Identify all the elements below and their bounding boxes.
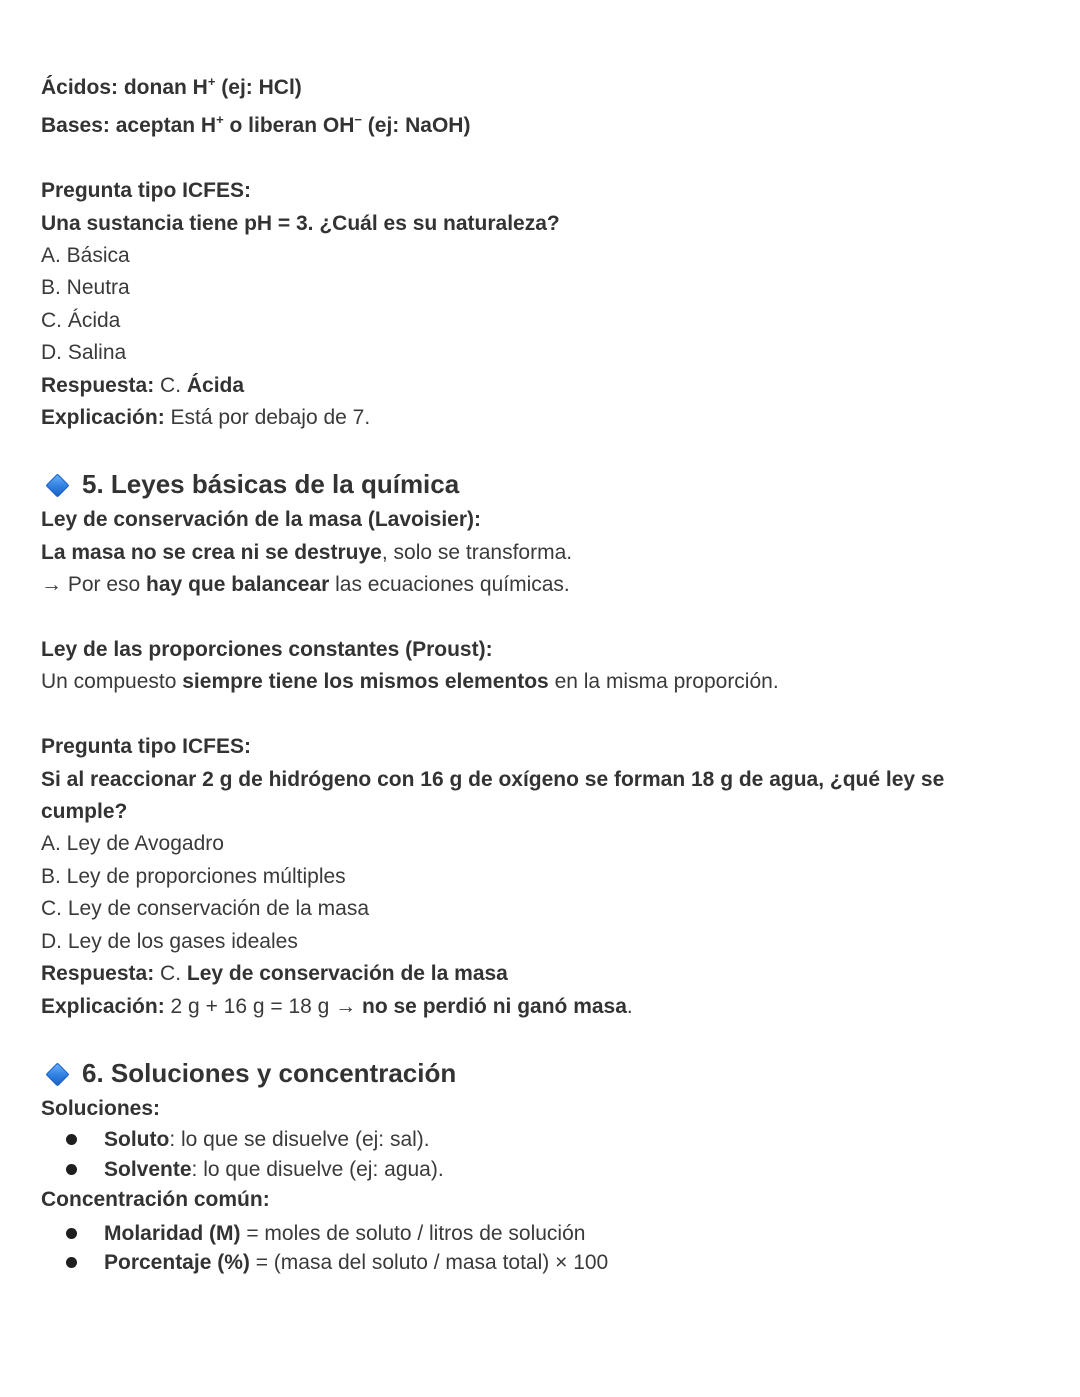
question-2-option-c: C. Ley de conservación de la masa [41, 897, 370, 921]
question-1-option-b: B. Neutra [41, 276, 130, 300]
law-1-note: → Por eso hay que balancear las ecuaciones químicas. [41, 573, 570, 597]
question-2-answer: Respuesta: C. Ley de conservación de la masa [41, 962, 508, 986]
section-5-heading [41, 467, 1041, 501]
solutions-list [41, 1125, 1041, 1184]
concentration-list [41, 1219, 1041, 1278]
bullet-icon [66, 1164, 77, 1175]
question-1-text: Una sustancia tiene pH = 3. ¿Cuál es su naturaleza? [41, 211, 560, 235]
blue-diamond-icon [45, 474, 69, 498]
section-6-title: 6. Soluciones y concentración [82, 1057, 457, 1088]
law-1-title: Ley de conservación de la masa (Lavoisier): [41, 508, 482, 532]
question-1-explanation: Explicación: Está por debajo de 7. [41, 406, 371, 430]
solutions-title: Soluciones: [41, 1096, 161, 1120]
question-1-answer: Respuesta: C. Ácida [41, 373, 245, 397]
question-2-option-b: B. Ley de proporciones múltiples [41, 864, 346, 888]
question-2-heading: Pregunta tipo ICFES: [41, 735, 251, 759]
section-6-heading [41, 1056, 1041, 1090]
question-2-text-line-1: Si al reaccionar 2 g de hidrógeno con 16 g de oxígeno se forman 18 g de agua, ¿qué ley se [41, 767, 945, 791]
question-2-explanation: Explicación: 2 g + 16 g = 18 g → no se perdió ni ganó masa. [41, 994, 633, 1018]
blue-diamond-icon [45, 1062, 69, 1086]
question-1-option-a: A. Básica [41, 244, 130, 268]
bullet-icon [66, 1257, 77, 1268]
section-5-title: 5. Leyes básicas de la química [82, 469, 460, 500]
list-item: Soluto: lo que se disuelve (ej: sal). [41, 1125, 1041, 1155]
question-1-option-c: C. Ácida [41, 308, 121, 332]
document-page [41, 66, 1041, 1278]
question-1-option-d: D. Salina [41, 341, 127, 365]
bases-definition: Bases: aceptan H+ o liberan OH− (ej: NaOH) [41, 112, 471, 138]
law-2-title: Ley de las proporciones constantes (Proust): [41, 638, 493, 662]
list-item: Molaridad (M) = moles de soluto / litros de solución [41, 1219, 1041, 1249]
law-1-statement: La masa no se crea ni se destruye, solo se transforma. [41, 540, 573, 564]
question-2-option-d: D. Ley de los gases ideales [41, 929, 298, 953]
bullet-icon [66, 1228, 77, 1239]
question-2-text-line-2: cumple? [41, 800, 128, 824]
bullet-icon [66, 1134, 77, 1145]
law-2-statement: Un compuesto siempre tiene los mismos elementos en la misma proporción. [41, 670, 779, 694]
question-2-option-a: A. Ley de Avogadro [41, 832, 224, 856]
list-item: Solvente: lo que disuelve (ej: agua). [41, 1155, 1041, 1185]
question-1-heading: Pregunta tipo ICFES: [41, 179, 251, 203]
concentration-title: Concentración común: [41, 1188, 270, 1212]
acids-definition: Ácidos: donan H+ (ej: HCl) [41, 74, 302, 99]
list-item: Porcentaje (%) = (masa del soluto / masa total) × 100 [41, 1248, 1041, 1278]
